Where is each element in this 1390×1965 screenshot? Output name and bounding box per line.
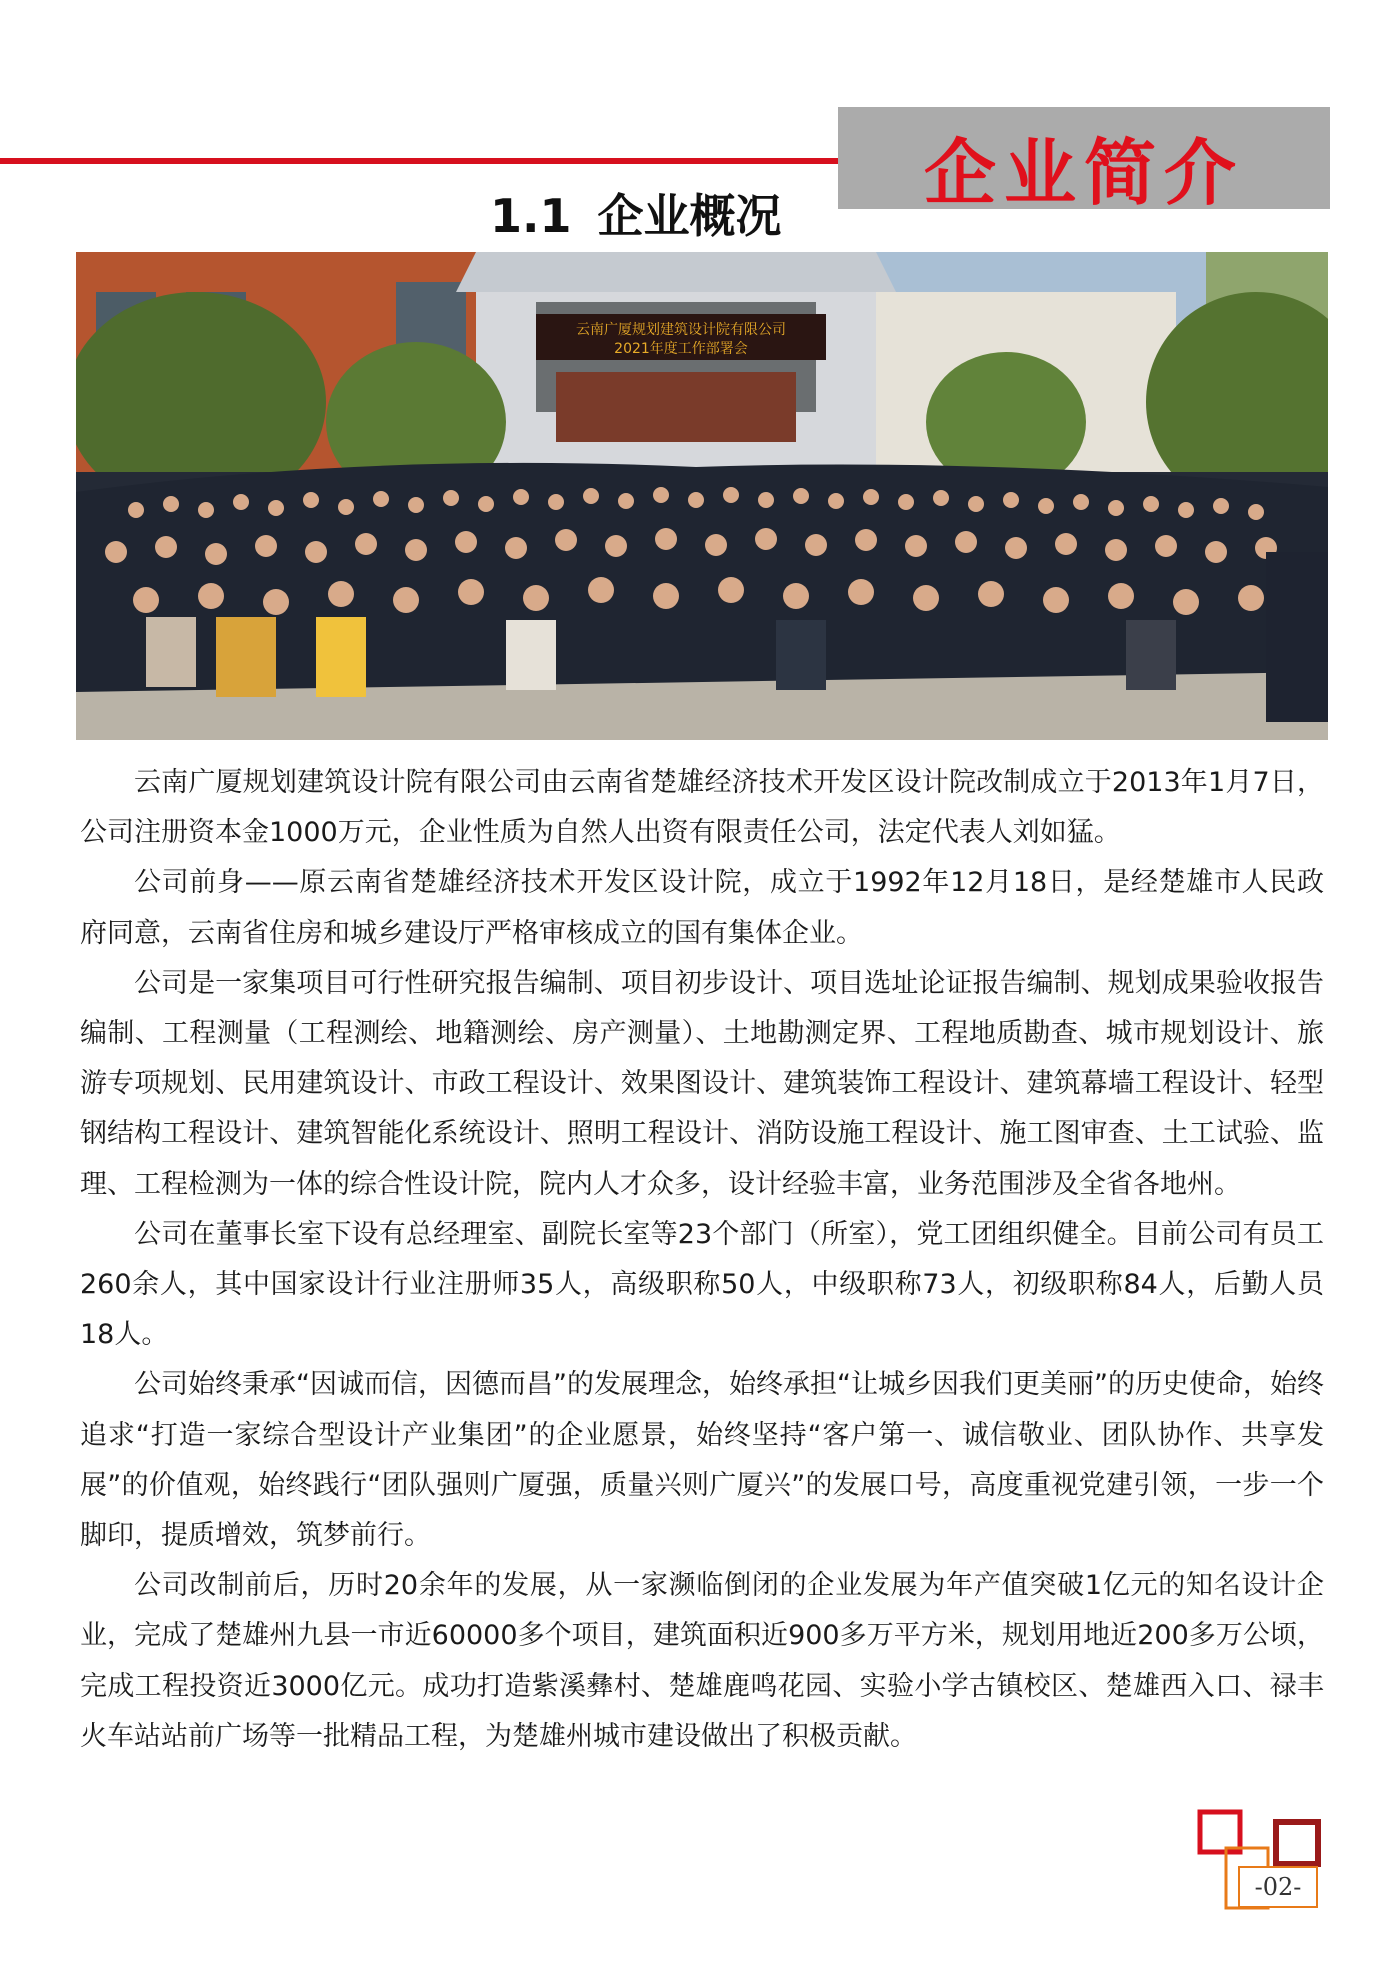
section-title: 企业简介 xyxy=(923,130,1244,215)
group-photo xyxy=(76,252,1328,740)
sub-heading-title: 企业概况 xyxy=(597,189,782,243)
sub-heading-number: 1.1 xyxy=(490,189,572,243)
paragraph: 公司改制前后，历时20余年的发展，从一家濒临倒闭的企业发展为年产值突破1亿元的知名设计企业，完成了楚雄州九县一市近60000多个项目，建筑面积近900多万平方米，规划用地近200多万公顷，完成工程投资近3000亿元。成功打造紫溪彝村、楚雄鹿鸣花园、实验小学古镇校区、楚雄西入口、禄丰火车站站前广场等一批精品工程，为楚雄州城市建设做出了积极贡献。 xyxy=(80,1570,1324,1752)
sub-heading xyxy=(490,180,782,246)
page-number: -02- xyxy=(1238,1866,1318,1908)
paragraph: 公司是一家集项目可行性研究报告编制、项目初步设计、项目选址论证报告编制、规划成果验收报告编制、工程测量（工程测绘、地籍测绘、房产测量）、土地勘测定界、工程地质勘查、城市规划设计、旅游专项规划、民用建筑设计、市政工程设计、效果图设计、建筑装饰工程设计、建筑幕墙工程设计、轻型钢结构工程设计、建筑智能化系统设计、照明工程设计、消防设施工程设计、施工图审查、土工试验、监理、工程检测为一体的综合性设计院，院内人才众多，设计经验丰富，业务范围涉及全省各地州。 xyxy=(80,967,1324,1200)
section-title-box xyxy=(838,107,1330,215)
paragraph: 公司前身——原云南省楚雄经济技术开发区设计院，成立于1992年12月18日，是经楚雄市人民政府同意，云南省住房和城乡建设厅严格审核成立的国有集体企业。 xyxy=(80,867,1324,949)
header-red-rule xyxy=(0,158,840,164)
photo-banner-line2: 2021年度工作部署会 xyxy=(614,341,748,357)
paragraph: 公司在董事长室下设有总经理室、副院长室等23个部门（所室），党工团组织健全。目前公司有员工260余人，其中国家设计行业注册师35人，高级职称50人，中级职称73人，初级职称84人，后勤人员18人。 xyxy=(80,1218,1324,1351)
paragraph: 云南广厦规划建筑设计院有限公司由云南省楚雄经济技术开发区设计院改制成立于2013年1月7日，公司注册资本金1000万元，企业性质为自然人出资有限责任公司，法定代表人刘如猛。 xyxy=(80,767,1324,849)
paragraph: 公司始终秉承“因诚而信，因德而昌”的发展理念，始终承担“让城乡因我们更美丽”的历史使命，始终追求“打造一家综合型设计产业集团”的企业愿景，始终坚持“客户第一、诚信敬业、团队协作、共享发展”的价值观，始终践行“团队强则广厦强，质量兴则广厦兴”的发展口号，高度重视党建引领，一步一个脚印，提质增效，筑梦前行。 xyxy=(80,1369,1324,1552)
photo-banner-line1: 云南广厦规划建筑设计院有限公司 xyxy=(576,322,786,338)
body-text xyxy=(80,758,1324,1762)
